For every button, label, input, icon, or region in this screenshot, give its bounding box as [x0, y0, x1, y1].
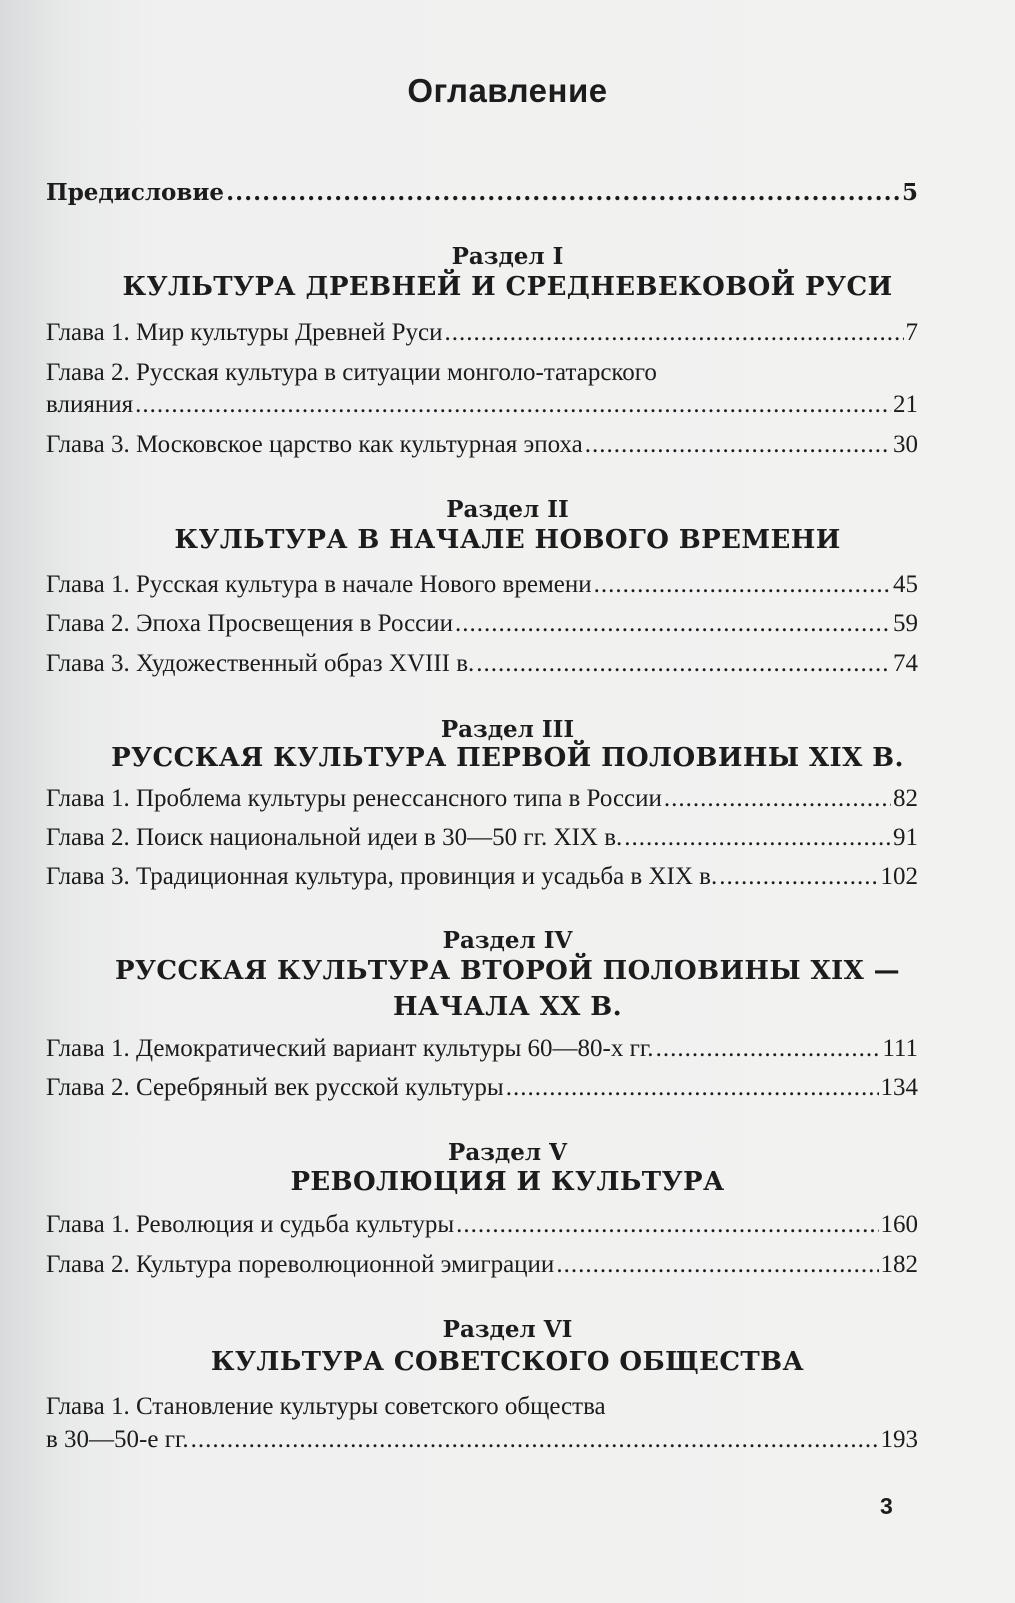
- toc-entry[interactable]: [46, 862, 918, 892]
- toc-entry[interactable]: [46, 570, 918, 600]
- entry-page: 45: [893, 571, 918, 598]
- entry-label: Глава 2. Культура пореволюционной эмиграции: [46, 1251, 555, 1278]
- entry-label: Глава 1. Русская культура в начале Нового времени: [46, 571, 592, 598]
- section-label: Раздел I: [451, 243, 564, 270]
- toc-entry[interactable]: [46, 649, 918, 679]
- section-title: КУЛЬТУРА В НАЧАЛЕ НОВОГО ВРЕМЕНИ: [174, 525, 841, 555]
- leader-dots: [594, 570, 891, 600]
- leader-dots: [456, 1210, 878, 1240]
- entry-page: 82: [893, 785, 918, 812]
- entry-page: 59: [893, 610, 918, 637]
- entry-label: Глава 2. Серебряный век русской культуры: [46, 1074, 504, 1101]
- entry-label: Глава 3. Художественный образ XVIII в.: [46, 650, 475, 677]
- section-title: КУЛЬТУРА ДРЕВНЕЙ И СРЕДНЕВЕКОВОЙ РУСИ: [122, 272, 893, 302]
- toc-entry[interactable]: [46, 784, 918, 814]
- entry-label: влияния: [46, 391, 134, 418]
- leader-dots: [556, 1250, 878, 1280]
- toc-entry[interactable]: [46, 1034, 918, 1064]
- toc-entry[interactable]: [46, 1250, 918, 1280]
- leader-dots: [455, 609, 891, 639]
- leader-dots: [445, 318, 904, 348]
- section-label: Раздел IV: [442, 927, 573, 954]
- entry-label: Глава 1. Революция и судьба культуры: [46, 1211, 455, 1238]
- section-title: РУССКАЯ КУЛЬТУРА ВТОРОЙ ПОЛОВИНЫ XIX —: [114, 956, 901, 986]
- section-title: РУССКАЯ КУЛЬТУРА ПЕРВОЙ ПОЛОВИНЫ XIX В.: [111, 743, 904, 773]
- section-label: Раздел III: [440, 716, 575, 743]
- entry-label: Глава 3. Традиционная культура, провинция и усадьба в XIX в.: [46, 863, 718, 890]
- leader-dots: [135, 390, 891, 420]
- entry-page: 160: [880, 1211, 918, 1238]
- entry-page: 111: [882, 1035, 918, 1062]
- toc-entry[interactable]: [46, 1425, 918, 1455]
- toc-entry[interactable]: [46, 430, 918, 460]
- toc-entry[interactable]: [46, 318, 918, 348]
- section-label: Раздел V: [448, 1139, 567, 1166]
- leader-dots: [585, 430, 891, 460]
- toc-entry[interactable]: [46, 1210, 918, 1240]
- entry-page: 134: [880, 1074, 918, 1101]
- entry-label: Глава 1. Демократический вариант культуры 60—80-х гг.: [46, 1035, 654, 1062]
- entry-page: 74: [893, 650, 918, 677]
- entry-page: 91: [893, 824, 918, 851]
- leader-dots: [476, 649, 891, 679]
- toc-entry[interactable]: [46, 1073, 918, 1103]
- leader-dots: [624, 823, 891, 853]
- leader-dots: [656, 1034, 881, 1064]
- toc-entry[interactable]: [46, 609, 918, 639]
- toc-entry-preface[interactable]: [46, 178, 918, 208]
- leader-dots: [226, 178, 900, 208]
- entry-label: Глава 2. Эпоха Просвещения в России: [46, 610, 454, 637]
- entry-label: Глава 2. Поиск национальной идеи в 30—50 гг. XIX в.: [46, 824, 623, 851]
- section-label: Раздел VI: [442, 1316, 573, 1343]
- page-title: Оглавление: [407, 72, 608, 109]
- entry-label: Предисловие: [46, 179, 225, 206]
- entry-page: 182: [880, 1251, 918, 1278]
- entry-page: 5: [901, 179, 918, 206]
- section-title-line2: НАЧАЛА XX В.: [392, 992, 623, 1022]
- entry-label: в 30—50-е гг.: [46, 1426, 189, 1453]
- entry-label: Глава 3. Московское царство как культурная эпоха: [46, 431, 583, 458]
- entry-label-line1: Глава 1. Становление культуры советского общества: [46, 1393, 606, 1420]
- toc-entry[interactable]: [46, 823, 918, 853]
- entry-page: 102: [880, 863, 918, 890]
- entry-label: Глава 1. Мир культуры Древней Руси: [46, 319, 443, 346]
- entry-page: 7: [905, 319, 918, 346]
- section-label: Раздел II: [446, 496, 569, 523]
- leader-dots: [191, 1425, 879, 1455]
- entry-label: Глава 1. Проблема культуры ренессансного типа в России: [46, 785, 662, 812]
- leader-dots: [664, 784, 891, 814]
- leader-dots: [719, 862, 878, 892]
- entry-page: 21: [893, 391, 918, 418]
- section-title: КУЛЬТУРА СОВЕТСКОГО ОБЩЕСТВА: [210, 1347, 805, 1377]
- page-number: 3: [880, 1493, 893, 1519]
- entry-label-line1: Глава 2. Русская культура в ситуации монголо-татарского: [46, 359, 657, 386]
- section-title: РЕВОЛЮЦИЯ И КУЛЬТУРА: [290, 1167, 725, 1197]
- entry-page: 30: [893, 431, 918, 458]
- toc-entry[interactable]: [46, 390, 918, 420]
- leader-dots: [506, 1073, 879, 1103]
- entry-page: 193: [880, 1426, 918, 1453]
